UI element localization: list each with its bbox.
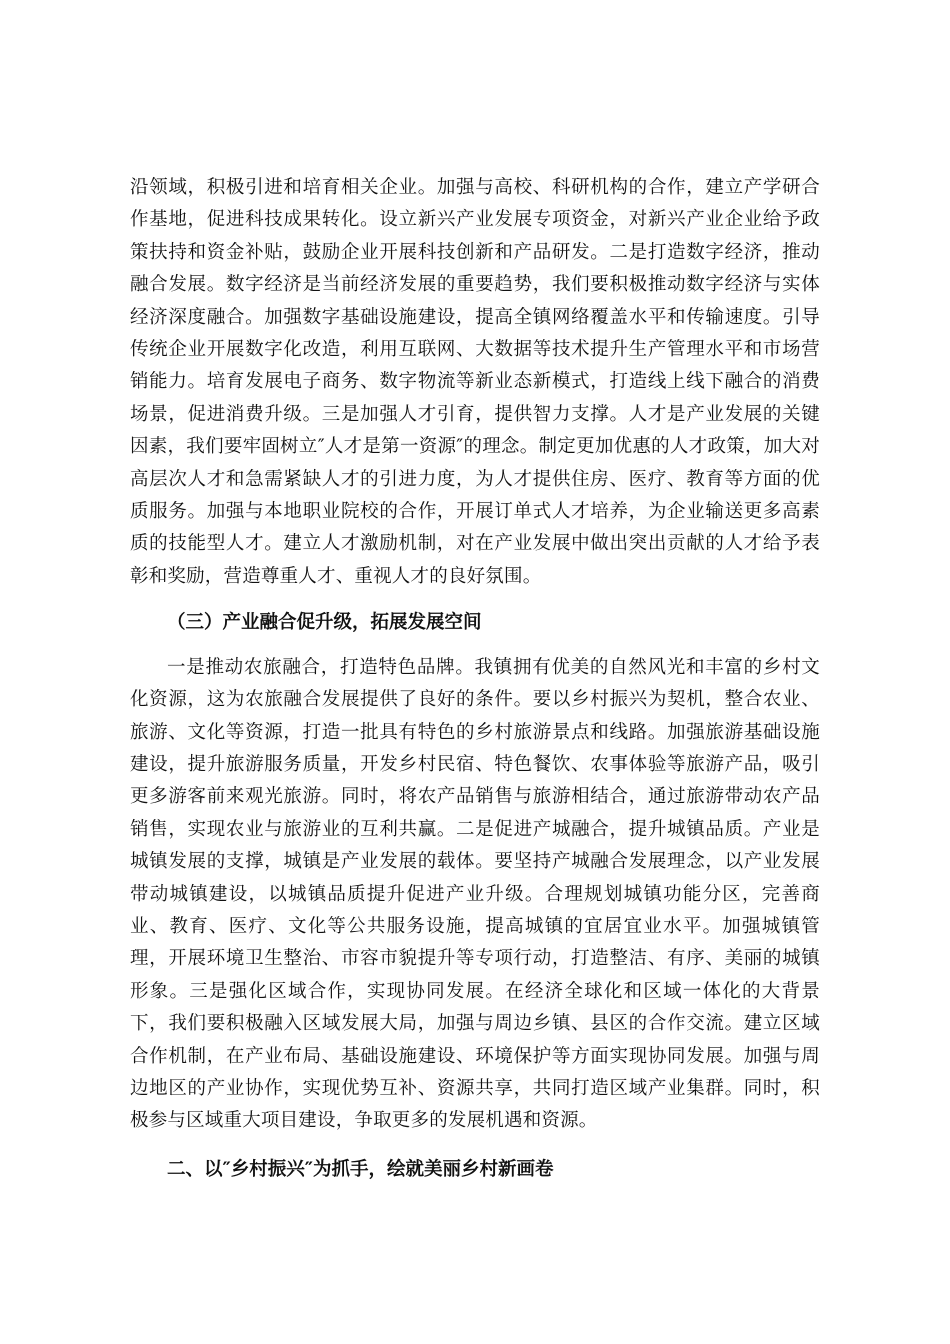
section-heading-3: （三）产业融合促升级，拓展发展空间	[167, 612, 482, 634]
section-heading-2: 二、以″乡村振兴″为抓手，绘就美丽乡村新画卷	[167, 1158, 554, 1180]
body-paragraph-industry-integration: 一是推动农旅融合，打造特色品牌。我镇拥有优美的自然风光和丰富的乡村文化资源，这为农旅融合发展提供了良好的条件。要以乡村振兴为契机，整合农业、旅游、文化等资源，打造一批具有特色的乡村旅游景点和线路。加强旅游基础设施建设，提升旅游服务质量，开发乡村民宿、特色餐饮、农事体验等旅游产品，吸引更多游客前来观光旅游。同时，将农产品销售与旅游相结合，通过旅游带动农产品销售，实现农业与旅游业的互利共赢。二是促进产城融合，提升城镇品质。产业是城镇发展的支撑，城镇是产业发展的载体。要坚持产城融合发展理念，以产业发展带动城镇建设，以城镇品质提升促进产业升级。合理规划城镇功能分区，完善商业、教育、医疗、文化等公共服务设施，提高城镇的宜居宜业水平。加强城镇管理，开展环境卫生整治、市容市貌提升等专项行动，打造整洁、有序、美丽的城镇形象。三是强化区域合作，实现协同发展。在经济全球化和区域一体化的大背景下，我们要积极融入区域发展大局，加强与周边乡镇、县区的合作交流。建立区域合作机制，在产业布局、基础设施建设、环境保护等方面实现协同发展。加强与周边地区的产业协作，实现优势互补、资源共享，共同打造区域产业集群。同时，积极参与区域重大项目建设，争取更多的发展机遇和资源。	[130, 656, 820, 1132]
body-paragraph-continued: 沿领域，积极引进和培育相关企业。加强与高校、科研机构的合作，建立产学研合作基地，促进科技成果转化。设立新兴产业发展专项资金，对新兴产业企业给予政策扶持和资金补贴，鼓励企业开展科技创新和产品研发。二是打造数字经济，推动融合发展。数字经济是当前经济发展的重要趋势，我们要积极推动数字经济与实体经济深度融合。加强数字基础设施建设，提高全镇网络覆盖水平和传输速度。引导传统企业开展数字化改造，利用互联网、大数据等技术提升生产管理水平和市场营销能力。培育发展电子商务、数字物流等新业态新模式，打造线上线下融合的消费场景，促进消费升级。三是加强人才引育，提供智力支撑。人才是产业发展的关键因素，我们要牢固树立″人才是第一资源″的理念。制定更加优惠的人才政策，加大对高层次人才和急需紧缺人才的引进力度，为人才提供住房、医疗、教育等方面的优质服务。加强与本地职业院校的合作，开展订单式人才培养，为企业输送更多高素质的技能型人才。建立人才激励机制，对在产业发展中做出突出贡献的人才给予表彰和奖励，营造尊重人才、重视人才的良好氛围。	[130, 177, 820, 587]
document-body	[130, 172, 820, 1186]
